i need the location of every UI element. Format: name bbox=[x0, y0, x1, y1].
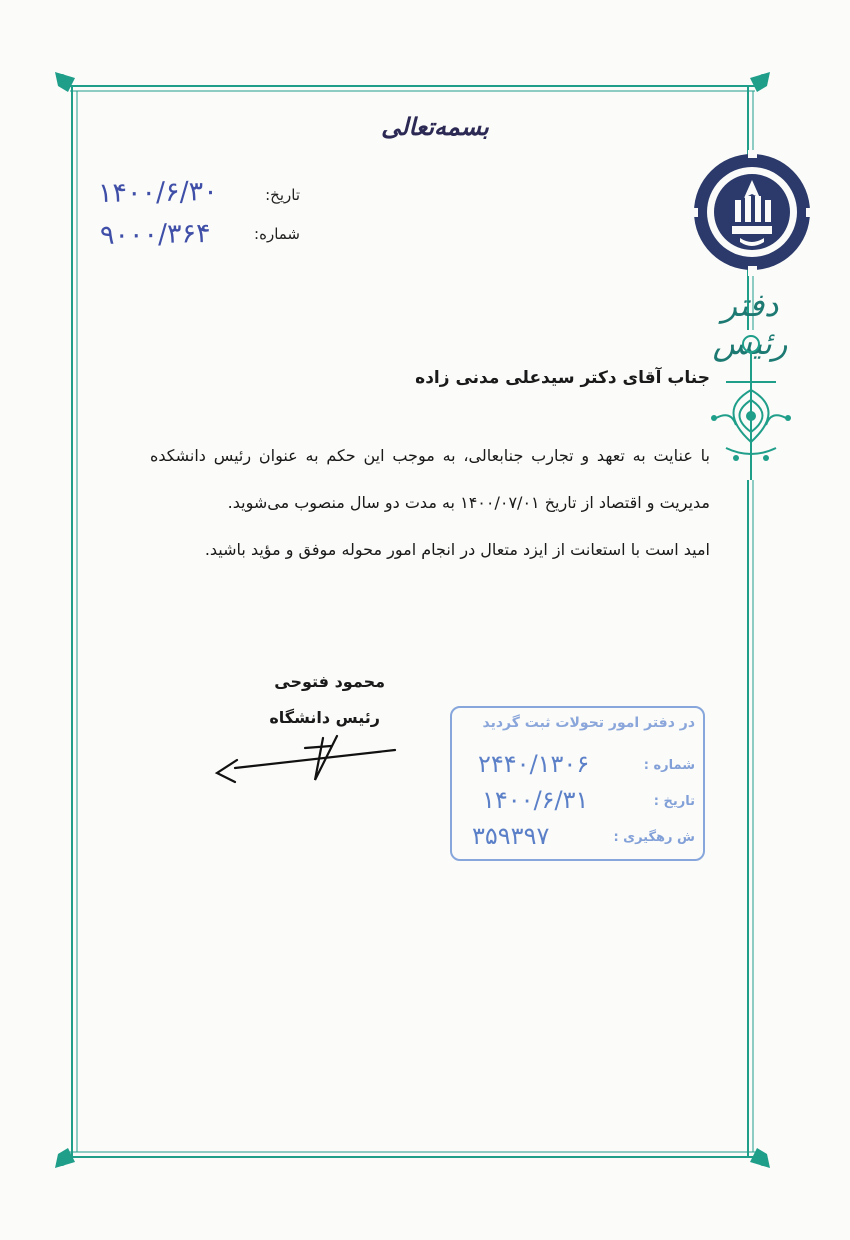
registration-stamp bbox=[450, 706, 705, 861]
body-paragraph: با عنایت به تعهد و تجارب جنابعالی، به موجب این حکم به عنوان رئیس دانشکده مدیریت و اقتصاد از تاریخ ۱۴۰۰/۰۷/۰۱ به مدت دو سال منصوب می‌شوید. bbox=[150, 446, 710, 512]
letter-body bbox=[150, 432, 710, 573]
stamp-tracking-label: ش رهگیری : bbox=[613, 830, 695, 845]
basmala: بسمه‌تعالی bbox=[381, 112, 489, 141]
university-seal-icon bbox=[690, 150, 820, 290]
ornament-icon bbox=[706, 330, 796, 480]
stamp-number-value: ۲۴۴۰/۱۳۰۶ bbox=[478, 750, 590, 778]
signer-name: محمود فتوحی bbox=[274, 672, 385, 691]
body-paragraph: امید است با استعانت از ایزد متعال در انجام امور محوله موفق و مؤید باشید. bbox=[204, 540, 710, 559]
stamp-number-label: شماره : bbox=[643, 758, 695, 773]
signer-title: رئیس دانشگاه bbox=[269, 708, 380, 727]
stamp-title: در دفتر امور تحولات ثبت گردید bbox=[482, 715, 695, 731]
recipient-line: جناب آقای دکتر سیدعلی مدنی زاده bbox=[415, 368, 710, 388]
stamp-tracking-value: ۳۵۹۳۹۷ bbox=[472, 822, 550, 850]
signature-mark bbox=[205, 728, 405, 798]
stamp-date-value: ۱۴۰۰/۶/۳۱ bbox=[482, 786, 589, 814]
office-name: دفتر رئیس bbox=[712, 286, 788, 362]
date-label: تاریخ: bbox=[265, 186, 300, 204]
number-label: شماره: bbox=[254, 225, 300, 243]
stamp-date-label: تاریخ : bbox=[653, 794, 695, 809]
date-value: ۱۴۰۰/۶/۳۰ bbox=[97, 175, 218, 210]
number-value: ۹۰۰۰/۳۶۴ bbox=[99, 218, 211, 251]
